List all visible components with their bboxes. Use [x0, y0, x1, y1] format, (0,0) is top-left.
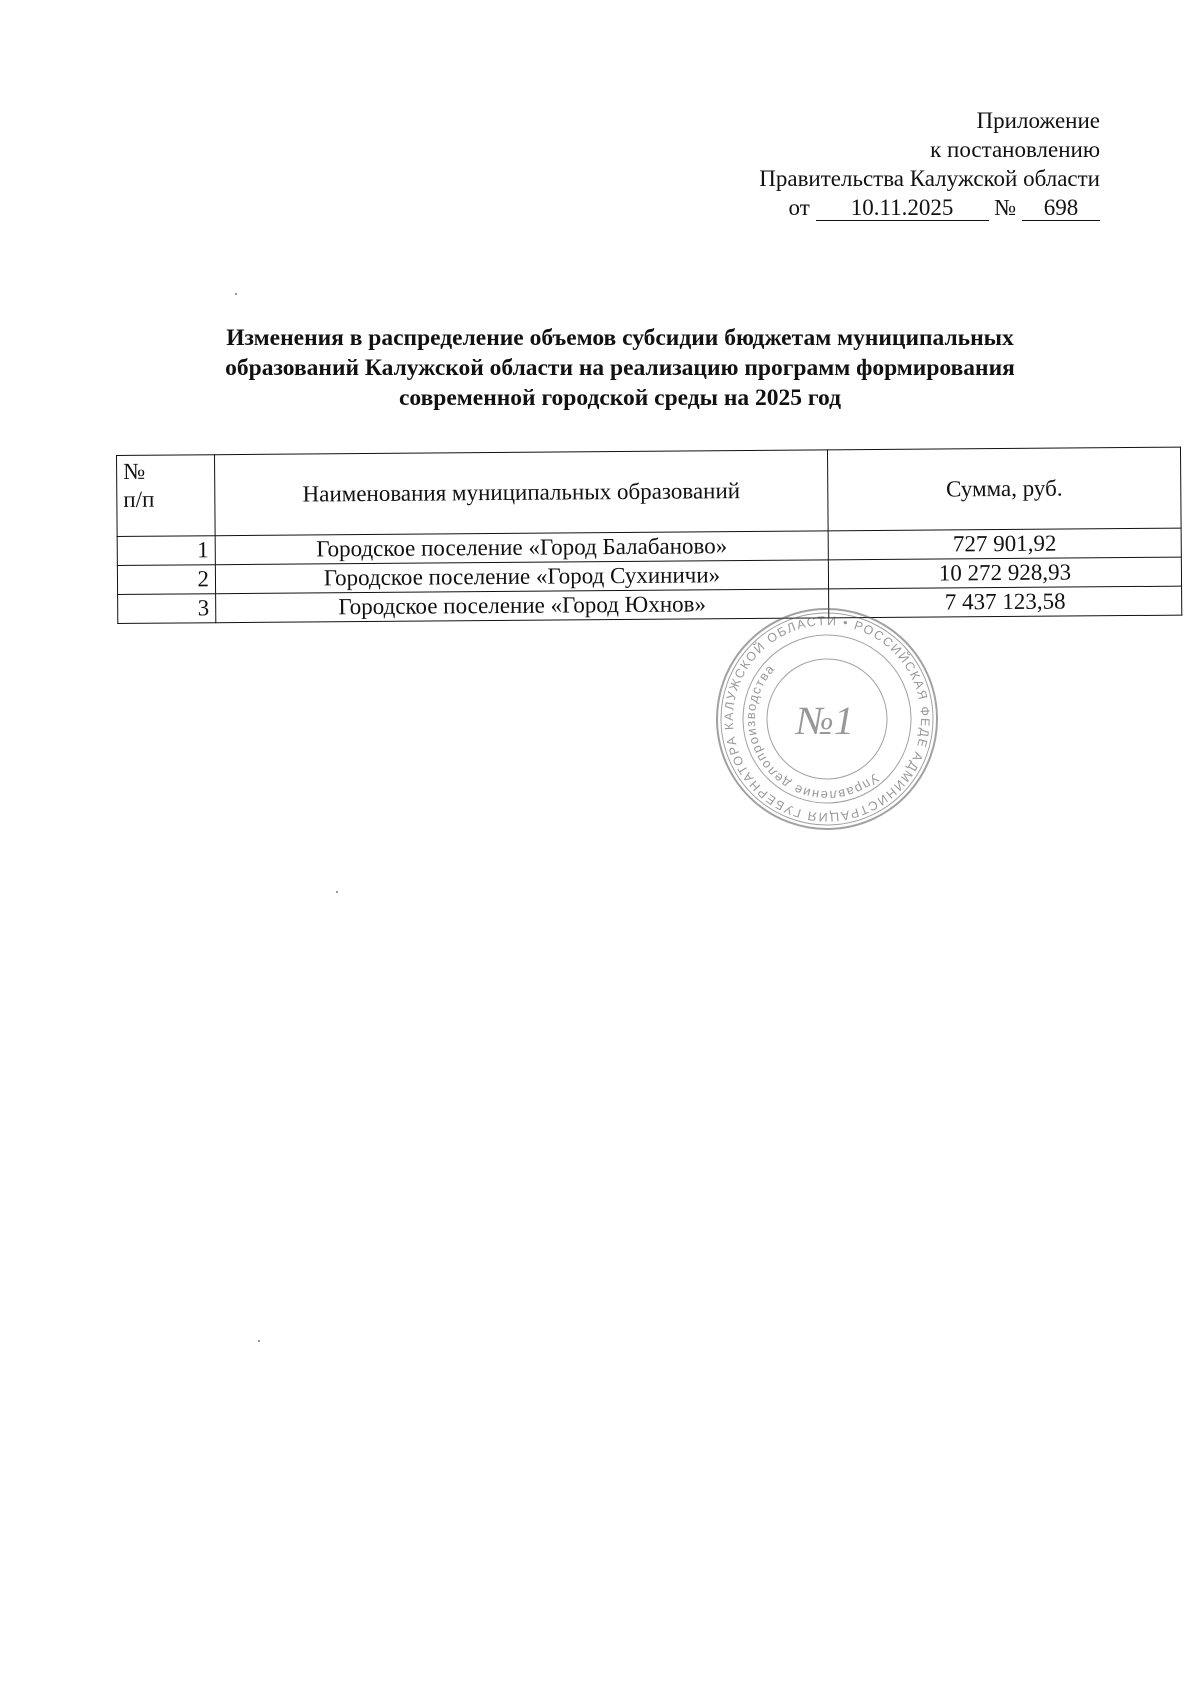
seal-outer-text: АДМИНИСТРАЦИЯ ГУБЕРНАТОРА КАЛУЖСКОЙ ОБЛАСТИ • РОССИЙСКАЯ ФЕДЕРАЦИЯ	[721, 613, 933, 825]
row-number: 2	[117, 565, 215, 595]
subsidy-table	[116, 447, 1182, 624]
official-seal	[712, 604, 942, 834]
scan-speck	[235, 293, 237, 295]
row-amount: 10 272 928,93	[828, 557, 1181, 589]
title-line-3: современной городской среды на 2025 год	[399, 385, 841, 411]
number-label: №	[994, 195, 1017, 220]
appendix-label: Приложение	[976, 108, 1100, 133]
scan-speck	[258, 1340, 260, 1342]
title-line-2: образований Калужской области на реализацию программ формирования	[225, 355, 1015, 381]
resolution-number: 698	[1022, 196, 1100, 221]
row-name: Городское поселение «Город Сухиничи»	[215, 560, 828, 594]
table-header-row	[117, 447, 1182, 536]
row-name: Городское поселение «Город Юхнов»	[216, 589, 829, 623]
row-amount: 7 437 123,58	[829, 586, 1182, 618]
resolution-reference	[759, 193, 1100, 222]
resolution-label: к постановлению	[930, 137, 1100, 162]
seal-inner-text: Управление делопроизводства	[742, 660, 882, 804]
header-number-line2: п/п	[123, 486, 155, 512]
title-line-1: Изменения в распределение объемов субсидии бюджетам муниципальных	[226, 325, 1014, 351]
header-number	[117, 455, 216, 537]
seal-center-number: №1	[796, 698, 854, 743]
document-title	[160, 323, 1080, 413]
header-number-line1: №	[123, 458, 146, 484]
row-amount: 727 901,92	[828, 528, 1181, 560]
header-name: Наименования муниципальных образований	[215, 450, 829, 536]
header-amount: Сумма, руб.	[827, 447, 1181, 531]
appendix-header	[759, 106, 1100, 222]
row-number: 1	[117, 536, 215, 566]
row-number: 3	[118, 594, 216, 624]
scan-speck	[336, 891, 338, 893]
from-label: от	[788, 195, 810, 220]
government-label: Правительства Калужской области	[759, 166, 1100, 191]
resolution-date: 10.11.2025	[816, 196, 989, 221]
row-name: Городское поселение «Город Балабаново»	[215, 531, 828, 565]
